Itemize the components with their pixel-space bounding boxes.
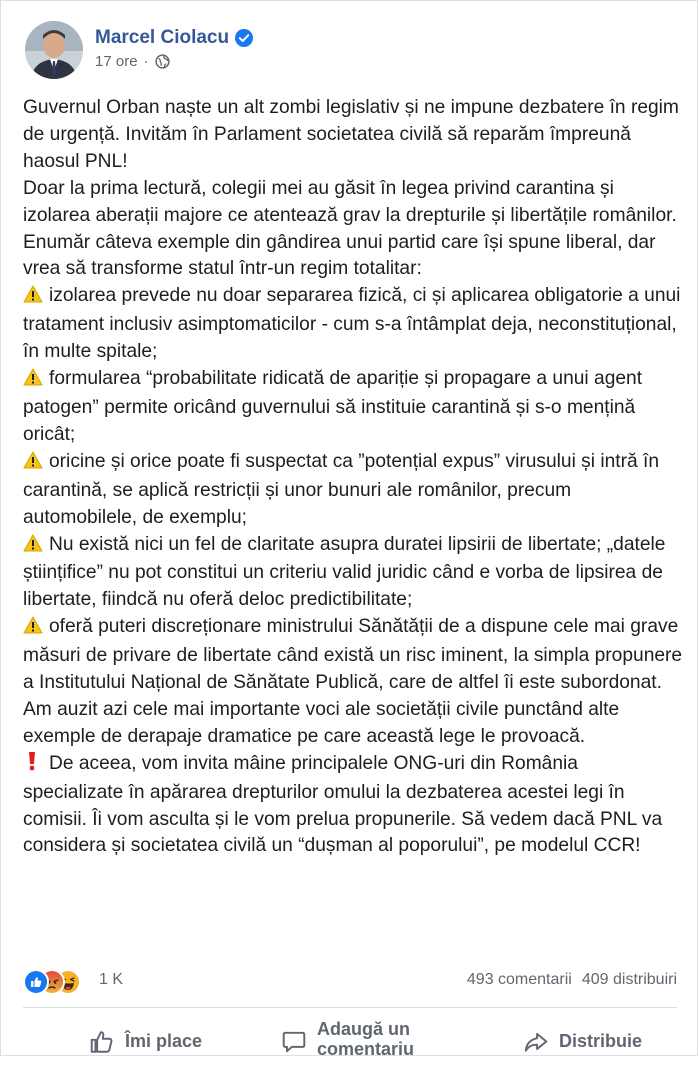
closing-text: De aceea, vom invita mâine principalele ONG-uri din România specializate în apărarea drepturilor omului la dezbaterea acestei legi în comisii. Îi vom asculta și le vom prelua propunerile. Să vedem dacă PNL va considera și societatea civilă un “dușman al poporului”, pe modelul CCR! <box>23 752 663 857</box>
list-item <box>23 532 683 615</box>
actions-divider <box>23 1007 677 1008</box>
list-item-text: Nu există nici un fel de claritate asupra duratei lipsirii de libertate; „datele științifice” nu pot constitui un criteriu valid juridic când e vorba de lipsirea de libertate, fiindcă nu oferă deloc predictibilitate; <box>23 533 666 611</box>
like-button[interactable] <box>89 1011 202 1067</box>
like-label: Îmi place <box>125 1031 203 1051</box>
warning-icon <box>23 368 43 395</box>
comment-label-line2: comentariu <box>317 1039 415 1059</box>
comment-label <box>317 1019 414 1059</box>
post-paragraph: Guvernul Orban naște un alt zombi legislativ și ne impune dezbatere în regim de urgență. Invităm în Parlament societatea civilă să reparăm împreună haosul PNL! <box>23 97 679 172</box>
post-header <box>25 21 665 81</box>
warning-icon <box>23 534 43 561</box>
meta-separator: · <box>143 53 149 70</box>
globe-icon[interactable] <box>155 54 170 69</box>
list-item <box>23 449 683 532</box>
reactions-summary[interactable] <box>23 967 123 993</box>
warning-icon <box>23 451 43 478</box>
comment-icon <box>281 1029 307 1055</box>
comments-count[interactable]: 493 comentarii <box>466 971 572 988</box>
post-actions <box>23 1011 677 1057</box>
shares-count[interactable]: 409 distribuiri <box>581 971 677 988</box>
post-paragraph: Am auzit azi cele mai importante voci ale societății civile punctând alte exemple de derapaje dramatice pe care această lege le provoacă. <box>23 698 620 747</box>
red-exclamation-icon <box>25 751 39 780</box>
like-reaction-icon <box>23 969 49 995</box>
post-stats <box>23 965 677 999</box>
author-name[interactable]: Marcel Ciolacu <box>95 27 230 48</box>
comment-label-line1: Adaugă un <box>317 1019 410 1039</box>
verified-badge-icon <box>235 29 253 47</box>
post-timestamp[interactable]: 17 ore <box>95 53 138 70</box>
reaction-count[interactable]: 1 K <box>99 971 124 988</box>
list-item <box>23 614 683 697</box>
share-button[interactable] <box>523 1011 642 1067</box>
list-item-text: izolarea prevede nu doar separarea fizică, ci și aplicarea obligatorie a unui tratament inclusiv asimptomaticilor - cum s-a întâmplat deja, neconstituțional, în multe spitale; <box>23 285 681 363</box>
comment-button[interactable] <box>281 1011 414 1067</box>
share-label: Distribuie <box>559 1031 643 1051</box>
post-paragraph: Doar la prima lectură, colegii mei au găsit în legea privind carantina și izolarea aberații majore ce atentează grav la drepturile și libertățile românilor. Enumăr câteva exemple din gândirea unui partid care își spune liberal, dar vrea să transforme statul într-un regim totalitar: <box>23 177 677 280</box>
thumbs-up-icon <box>89 1029 115 1055</box>
warning-icon <box>23 285 43 312</box>
list-item-text: oricine și orice poate fi suspectat ca ”potențial expus” virusului și intră în carantină, se aplică restricții și unor bunuri ale românilor, precum automobilele, de exemplu; <box>23 450 660 528</box>
closing-paragraph <box>23 751 683 861</box>
warning-icon <box>23 616 43 643</box>
share-icon <box>523 1029 549 1055</box>
list-item <box>23 283 683 366</box>
post-body <box>23 95 683 860</box>
list-item-text: oferă puteri discreționare ministrului Sănătății de a dispune cele mai grave măsuri de privare de libertate când există un risc iminent, la simpla propunere a Institutului Național de Sănătate Publică, care de altfel îi este subordonat. <box>23 616 683 694</box>
list-item-text: formularea “probabilitate ridicată de apariție și propagare a unui agent patogen” permite oricând guvernului să instituie carantină și s-o mențină oricât; <box>23 368 643 445</box>
avatar[interactable] <box>25 21 83 79</box>
list-item <box>23 366 683 449</box>
